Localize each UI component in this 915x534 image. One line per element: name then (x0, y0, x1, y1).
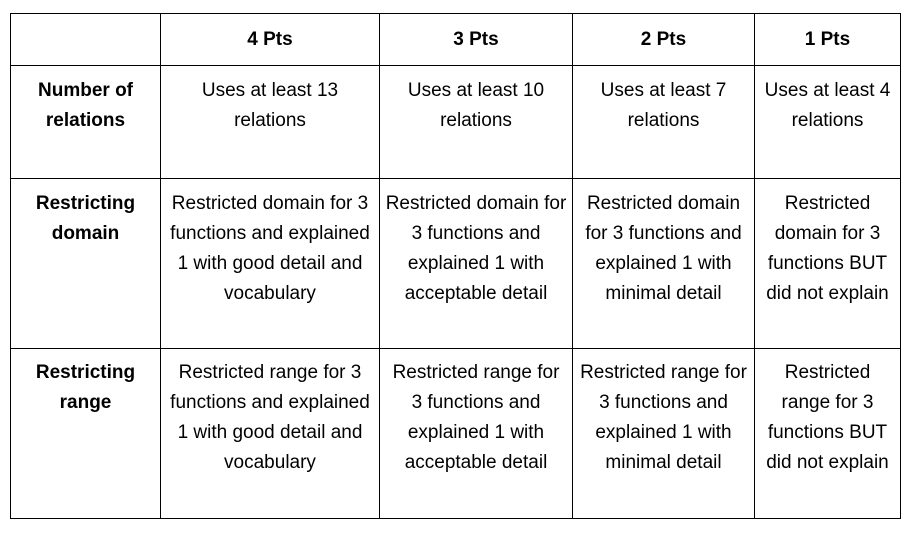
header-cell-1-pts: 1 Pts (755, 14, 901, 66)
criterion-label: Number of relations (11, 66, 161, 179)
rubric-cell: Restricted domain for 3 functions BUT did not explain (755, 179, 901, 349)
rubric-cell: Uses at least 10 relations (380, 66, 573, 179)
header-cell-3-pts: 3 Pts (380, 14, 573, 66)
criterion-label: Restricting domain (11, 179, 161, 349)
rubric-cell: Restricted domain for 3 functions and explained 1 with acceptable detail (380, 179, 573, 349)
rubric-table (10, 13, 901, 519)
table-row (11, 349, 901, 519)
rubric-cell: Restricted domain for 3 functions and explained 1 with minimal detail (573, 179, 755, 349)
header-cell-2-pts: 2 Pts (573, 14, 755, 66)
table-row (11, 179, 901, 349)
header-row (11, 14, 901, 66)
rubric-cell: Uses at least 13 relations (161, 66, 380, 179)
rubric-cell: Uses at least 7 relations (573, 66, 755, 179)
criterion-label: Restricting range (11, 349, 161, 519)
rubric-cell: Uses at least 4 relations (755, 66, 901, 179)
rubric-cell: Restricted range for 3 functions BUT did not explain (755, 349, 901, 519)
header-cell-4-pts: 4 Pts (161, 14, 380, 66)
rubric-cell: Restricted range for 3 functions and explained 1 with good detail and vocabulary (161, 349, 380, 519)
rubric-cell: Restricted domain for 3 functions and explained 1 with good detail and vocabulary (161, 179, 380, 349)
rubric-cell: Restricted range for 3 functions and explained 1 with minimal detail (573, 349, 755, 519)
header-cell-empty (11, 14, 161, 66)
table-row (11, 66, 901, 179)
rubric-cell: Restricted range for 3 functions and explained 1 with acceptable detail (380, 349, 573, 519)
